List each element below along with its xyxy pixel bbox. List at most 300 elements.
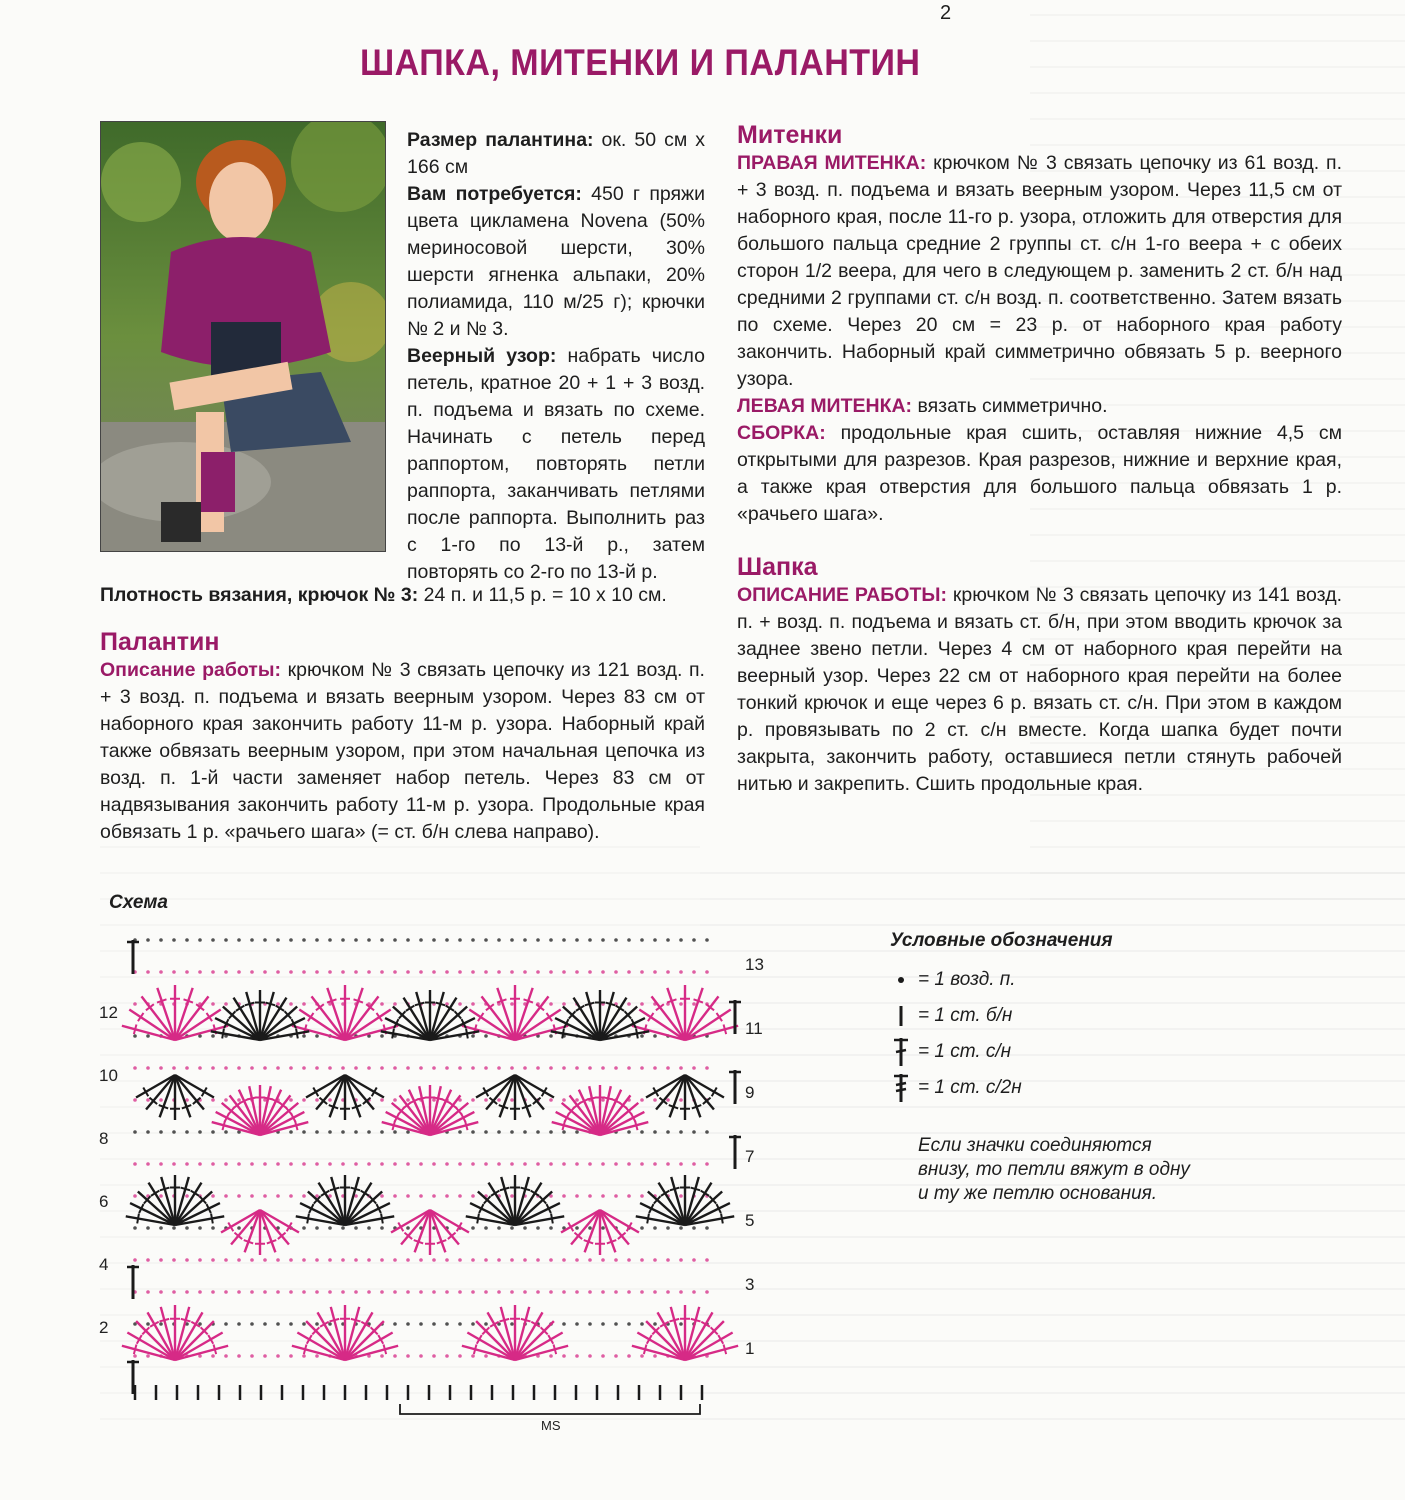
- chain-dot: [367, 938, 371, 942]
- fan-stitch-bar: [585, 1003, 595, 1006]
- chain-dot: [302, 1034, 306, 1038]
- chain-dot: [172, 938, 176, 942]
- chain-dot: [640, 1066, 644, 1070]
- fan-stitch-bar: [500, 1188, 510, 1191]
- chain-dot: [666, 1258, 670, 1262]
- chain-dot: [406, 1130, 410, 1134]
- chain-dot: [549, 1098, 553, 1102]
- chain-dot: [224, 1354, 228, 1358]
- chain-dot: [497, 1258, 501, 1262]
- chain-dot: [679, 1258, 683, 1262]
- row-number-label: 12: [99, 1003, 118, 1022]
- chain-dot: [328, 1290, 332, 1294]
- chain-dot: [380, 1226, 384, 1230]
- chain-dot: [419, 970, 423, 974]
- chain-dot: [133, 1002, 137, 1006]
- legend-text: = 1 возд. п.: [918, 969, 1016, 990]
- chain-dot: [406, 1194, 410, 1198]
- chain-dot: [185, 970, 189, 974]
- chain-dot: [159, 1226, 163, 1230]
- chain-dot: [484, 1258, 488, 1262]
- chain-dot: [627, 1258, 631, 1262]
- chain-dot: [601, 1066, 605, 1070]
- chain-dot: [237, 1194, 241, 1198]
- chain-dot: [471, 1354, 475, 1358]
- chain-dot: [211, 1066, 215, 1070]
- chain-dot: [510, 1322, 514, 1326]
- fan-stitch-bar: [644, 1344, 647, 1354]
- chain-dot: [627, 1290, 631, 1294]
- chain-dot: [484, 1290, 488, 1294]
- chain-dot: [263, 1354, 267, 1358]
- chain-dot: [653, 1130, 657, 1134]
- fan-stitch-bar: [295, 1120, 298, 1130]
- chain-dot: [263, 1162, 267, 1166]
- chain-dot: [159, 938, 163, 942]
- chain-dot: [640, 970, 644, 974]
- fan-stitch-bar: [477, 1214, 479, 1224]
- chain-dot: [484, 1162, 488, 1166]
- chain-dot: [159, 1098, 163, 1102]
- chain-dot: [302, 1162, 306, 1166]
- shawl-desc-label: Описание работы:: [100, 659, 282, 681]
- chain-dot: [380, 1130, 384, 1134]
- chain-dot: [185, 1066, 189, 1070]
- chain-dot: [341, 1130, 345, 1134]
- chain-dot: [692, 1162, 696, 1166]
- chain-dot: [393, 1354, 397, 1358]
- chain-dot: [185, 1290, 189, 1294]
- chain-dot: [224, 1162, 228, 1166]
- chain-dot: [250, 1258, 254, 1262]
- chain-dot: [289, 1194, 293, 1198]
- chain-dot: [354, 970, 358, 974]
- chain-dot: [367, 1162, 371, 1166]
- chain-dot: [562, 938, 566, 942]
- chain-dot: [198, 1226, 202, 1230]
- fan-stitch-bar: [669, 1319, 679, 1322]
- assembly-value: продольные края сшить, оставляя нижние 4,5 см открытыми для разрезов. Края разрезов, нижние и верхние края, а также края отверстия для большого пальца обвязать 1 р. «рачьего шага».: [737, 422, 1342, 525]
- fan-stitch: [515, 988, 533, 1040]
- chain-dot: [302, 1258, 306, 1262]
- chain-dot: [510, 1066, 514, 1070]
- treble-crochet-icon: [890, 1070, 912, 1106]
- chain-dot: [705, 1290, 709, 1294]
- chain-dot: [354, 1130, 358, 1134]
- fan-stitch-bar: [521, 1188, 531, 1191]
- chain-dot: [328, 938, 332, 942]
- fan-stitch-bar: [214, 1344, 217, 1354]
- chain-dot: [614, 1354, 618, 1358]
- chain-dot: [302, 938, 306, 942]
- chain-dot: [185, 1130, 189, 1134]
- chain-dot: [627, 1194, 631, 1198]
- chain-dot: [601, 1194, 605, 1198]
- need-label: Вам потребуется:: [407, 183, 582, 205]
- fan-stitch: [497, 988, 515, 1040]
- left-mitt-label: ЛЕВАЯ МИТЕНКА:: [737, 395, 913, 417]
- chain-dot: [198, 1290, 202, 1294]
- chain-dot: [575, 1194, 579, 1198]
- chain-dot: [380, 1002, 384, 1006]
- chain-dot: [302, 1130, 306, 1134]
- chain-dot: [393, 1290, 397, 1294]
- fan-stitch-bar: [691, 1319, 701, 1322]
- left-mitt-paragraph: [737, 393, 1342, 420]
- chain-dot: [224, 1194, 228, 1198]
- fan-stitch-bar: [724, 1024, 727, 1034]
- double-crochet-icon: [890, 1034, 912, 1070]
- chain-dot: [601, 1354, 605, 1358]
- chain-dot: [523, 970, 527, 974]
- chain-dot: [614, 1258, 618, 1262]
- chain-dot: [549, 970, 553, 974]
- fan-stitch-bar: [724, 1344, 727, 1354]
- chain-dot: [172, 1290, 176, 1294]
- legend: [890, 930, 1190, 1206]
- chain-dot: [276, 970, 280, 974]
- chain-dot: [224, 1002, 228, 1006]
- chain-dot: [172, 1066, 176, 1070]
- fan-stitch-bar: [521, 1319, 531, 1322]
- chain-dot: [289, 1002, 293, 1006]
- chain-dot: [146, 1354, 150, 1358]
- chain-dot: [159, 1194, 163, 1198]
- chain-dot: [224, 1258, 228, 1262]
- chain-dot: [146, 1290, 150, 1294]
- chain-dot: [536, 1258, 540, 1262]
- chain-dot: [419, 1322, 423, 1326]
- chain-dot: [562, 1354, 566, 1358]
- chain-dot: [484, 938, 488, 942]
- fan-stitch-bar: [721, 1214, 723, 1224]
- chain-dot: [497, 1226, 501, 1230]
- chain-dot: [523, 1162, 527, 1166]
- chain-dot: [458, 1002, 462, 1006]
- chain-dot: [211, 1290, 215, 1294]
- chain-dot: [185, 1226, 189, 1230]
- chain-dot: [198, 1258, 202, 1262]
- chain-dot: [289, 970, 293, 974]
- chain-dot: [380, 1194, 384, 1198]
- chain-dot: [146, 1162, 150, 1166]
- row-number-label: 5: [745, 1211, 755, 1230]
- fan-stitch: [157, 988, 175, 1040]
- chain-dot: [341, 970, 345, 974]
- chain-dot: [224, 1130, 228, 1134]
- chain-dot: [133, 1258, 137, 1262]
- chain-dot: [289, 1322, 293, 1326]
- chain-dot: [393, 1194, 397, 1198]
- fan-stitch-bar: [647, 1214, 649, 1224]
- fan-stitch: [685, 988, 703, 1040]
- chain-dot: [471, 1290, 475, 1294]
- legend-item-treble-crochet: [890, 1070, 1190, 1106]
- chain-dot: [536, 1290, 540, 1294]
- chain-dot: [601, 1098, 605, 1102]
- chain-dot: [159, 1066, 163, 1070]
- chain-dot: [497, 1130, 501, 1134]
- shawl-desc-value: крючком № 3 связать цепочку из 121 возд. п. + 3 возд. п. подъема и вязать веерным узором. Через 83 см от наборного края закончить работу 11-м р. узора. Наборный край также обвязать веерным узором, при этом начальная цепочка из возд. п. 1-й части заменяет набор петель. Через 83 см от надвязывания закончить работу 11-м р. узора. Продольные края обвязать 1 р. «рачьего шага» (= ст. б/н слева направо).: [100, 659, 705, 843]
- fan-stitch: [515, 1075, 544, 1109]
- chain-dot: [445, 938, 449, 942]
- chain-dot: [315, 1098, 319, 1102]
- chain-dot: [263, 1258, 267, 1262]
- chain-dot: [172, 970, 176, 974]
- chain-dot: [679, 1002, 683, 1006]
- chain-dot: [380, 1034, 384, 1038]
- chain-dot: [458, 1322, 462, 1326]
- chain-dot: [536, 938, 540, 942]
- chain-dot: [146, 1066, 150, 1070]
- chain-dot: [471, 1130, 475, 1134]
- chain-dot: [393, 970, 397, 974]
- row-number-label: 1: [745, 1339, 755, 1358]
- chain-dot: [406, 1226, 410, 1230]
- chain-dot: [575, 1098, 579, 1102]
- chain-dot: [380, 1066, 384, 1070]
- chain-dot: [484, 970, 488, 974]
- chain-dot: [146, 1130, 150, 1134]
- chain-dot: [627, 1322, 631, 1326]
- chain-dot: [536, 970, 540, 974]
- chain-dot: [510, 1162, 514, 1166]
- chain-dot: [341, 1290, 345, 1294]
- chain-dot: [211, 1098, 215, 1102]
- chain-dot: [198, 1130, 202, 1134]
- fan-stitch-bar: [296, 1029, 298, 1039]
- chain-dot: [549, 1290, 553, 1294]
- section-title-hat: Шапка: [737, 553, 818, 581]
- chain-dot: [237, 970, 241, 974]
- chain-dot: [588, 1258, 592, 1262]
- chain-dot: [627, 1162, 631, 1166]
- chain-dot: [705, 970, 709, 974]
- chain-dot: [705, 938, 709, 942]
- chain-dot: [666, 970, 670, 974]
- chain-dot: [302, 1002, 306, 1006]
- chain-dot: [471, 1258, 475, 1262]
- chain-dot: [562, 970, 566, 974]
- chain-dot: [159, 1162, 163, 1166]
- chain-dot: [627, 1354, 631, 1358]
- fan-stitch: [685, 1075, 714, 1109]
- chain-dot: [367, 1226, 371, 1230]
- chain-dot: [393, 938, 397, 942]
- chain-dot: [224, 1322, 228, 1326]
- chain-dot: [601, 1226, 605, 1230]
- chain-dot: [146, 1226, 150, 1230]
- fan-stitch-bar: [307, 1214, 309, 1224]
- chain-dot: [705, 1258, 709, 1262]
- legend-text: = 1 ст. б/н: [918, 1005, 1013, 1026]
- chain-dot: [341, 1066, 345, 1070]
- chain-dot: [562, 1066, 566, 1070]
- chain-dot: [263, 1322, 267, 1326]
- chain-dot: [289, 1066, 293, 1070]
- chain-dot: [575, 1226, 579, 1230]
- chain-dot: [679, 970, 683, 974]
- chain-dot: [679, 1162, 683, 1166]
- chain-dot: [211, 1354, 215, 1358]
- chain-dot: [471, 970, 475, 974]
- chain-dot: [549, 1226, 553, 1230]
- chain-dot: [289, 1098, 293, 1102]
- chain-dot: [133, 1194, 137, 1198]
- legend-title: Условные обозначения: [890, 930, 1113, 951]
- chain-dot: [250, 1290, 254, 1294]
- chain-dot: [289, 1258, 293, 1262]
- chain-dot: [315, 938, 319, 942]
- chain-dot: [562, 1258, 566, 1262]
- fan-stitch: [486, 1075, 515, 1109]
- chain-dot: [224, 1066, 228, 1070]
- chain-dot: [315, 1322, 319, 1326]
- chain-dot: [276, 1322, 280, 1326]
- chain-dot: [575, 1258, 579, 1262]
- chain-dot: [276, 1290, 280, 1294]
- chain-dot: [471, 1226, 475, 1230]
- chain-dot: [445, 1354, 449, 1358]
- chain-dot: [445, 1194, 449, 1198]
- density-label: Плотность вязания, крючок № 3:: [100, 584, 419, 606]
- chain-dot: [133, 1098, 137, 1102]
- chain-dot: [432, 1354, 436, 1358]
- fan-stitch-bar: [551, 1214, 553, 1224]
- chain-dot: [224, 1290, 228, 1294]
- chain-dot: [250, 1354, 254, 1358]
- chain-dot: [328, 970, 332, 974]
- chain-dot: [302, 1194, 306, 1198]
- chain-dot: [510, 1002, 514, 1006]
- chain-dot: [432, 1322, 436, 1326]
- chain-dot: [640, 938, 644, 942]
- row-number-label: 13: [745, 955, 764, 974]
- chain-dot: [380, 1290, 384, 1294]
- chain-dot: [679, 1290, 683, 1294]
- chain-dot: [380, 1098, 384, 1102]
- chain-dot: [666, 1290, 670, 1294]
- chain-dot: [497, 1290, 501, 1294]
- chain-dot: [523, 938, 527, 942]
- chain-dot: [562, 1098, 566, 1102]
- chain-dot: [471, 1194, 475, 1198]
- chain-dot: [237, 1354, 241, 1358]
- chain-dot: [588, 970, 592, 974]
- chain-dot: [250, 1194, 254, 1198]
- chain-dot: [146, 1258, 150, 1262]
- chain-dot: [536, 1226, 540, 1230]
- chain-dot: [406, 1258, 410, 1262]
- chain-dot: [302, 1066, 306, 1070]
- chain-dot: [653, 938, 657, 942]
- fan-stitch: [316, 1075, 345, 1109]
- chain-dot: [406, 1066, 410, 1070]
- chain-dot: [302, 1322, 306, 1326]
- chain-dot: [588, 1162, 592, 1166]
- chain-dot: [237, 1322, 241, 1326]
- chain-dot: [419, 1162, 423, 1166]
- chain-dot: [237, 1290, 241, 1294]
- legend-text: = 1 ст. с/н: [918, 1041, 1012, 1062]
- chain-dot: [510, 970, 514, 974]
- chain-dot: [640, 1354, 644, 1358]
- fan-stitch: [146, 1075, 175, 1109]
- chain-dot: [627, 1130, 631, 1134]
- chain-dot: [549, 1002, 553, 1006]
- chain-dot: [510, 1226, 514, 1230]
- fan-stitch-bar: [329, 1319, 339, 1322]
- chain-dot: [380, 970, 384, 974]
- chain-dot: [575, 938, 579, 942]
- chain-dot: [471, 938, 475, 942]
- chain-dot: [445, 1066, 449, 1070]
- chain-dot: [250, 1162, 254, 1166]
- chain-dot: [419, 1258, 423, 1262]
- chain-dot: [640, 1098, 644, 1102]
- page-number: 2: [940, 2, 952, 24]
- chain-dot: [692, 1130, 696, 1134]
- chain-dot: [471, 1098, 475, 1102]
- chain-dot: [484, 1066, 488, 1070]
- chain-dot: [159, 970, 163, 974]
- chain-dot: [549, 1354, 553, 1358]
- size-paragraph: [407, 127, 705, 181]
- chain-dot: [484, 1354, 488, 1358]
- right-mitt-value: крючком № 3 связать цепочку из 61 возд. п. + 3 возд. п. подъема и вязать веерным узором. Через 11,5 см от наборного края, после 11-го р. узора, отложить для отверстия для большого пальца средние 2 группы ст. с/н 1-го веера + с обеих сторон 1/2 веера, для чего в следующем р. заменить 2 ст. б/н над средними 2 группами ст. с/н возд. п. соответственно. Затем вязать по схеме. Через 20 см = 23 р. от наборного края работу закончить. Наборный край симметрично обвязать 5 р. веерного узора.: [737, 152, 1342, 390]
- chain-dot: [692, 1258, 696, 1262]
- chain-dot: [276, 1066, 280, 1070]
- chain-dot: [471, 1034, 475, 1038]
- chain-dot: [458, 1130, 462, 1134]
- chain-dot: [471, 1162, 475, 1166]
- chain-dot: [705, 1226, 709, 1230]
- chain-dot: [237, 1258, 241, 1262]
- chain-dot: [666, 1066, 670, 1070]
- chain-dot: [211, 970, 215, 974]
- chain-dot: [146, 970, 150, 974]
- chain-dot: [380, 1354, 384, 1358]
- chain-dot: [237, 1066, 241, 1070]
- chain-dot: [445, 1322, 449, 1326]
- chain-dot: [510, 1194, 514, 1198]
- chain-dot: [692, 1002, 696, 1006]
- chain-dot: [211, 1034, 215, 1038]
- chain-dot: [679, 1066, 683, 1070]
- chain-dot: [601, 1290, 605, 1294]
- chain-dot: [627, 970, 631, 974]
- chain-dot: [601, 1162, 605, 1166]
- assembly-label: СБОРКА:: [737, 422, 826, 444]
- chain-dot: [432, 938, 436, 942]
- row-number-label: 2: [99, 1318, 109, 1337]
- chain-dot: [640, 1002, 644, 1006]
- chain-dot: [354, 938, 358, 942]
- chain-dot: [588, 1354, 592, 1358]
- fan-stitch-bar: [304, 1344, 307, 1354]
- chain-dot: [393, 1258, 397, 1262]
- chain-dot: [224, 1098, 228, 1102]
- row-number-label: 9: [745, 1083, 755, 1102]
- chain-dot: [679, 1130, 683, 1134]
- chain-dot: [172, 1162, 176, 1166]
- chain-dot: [172, 1258, 176, 1262]
- row-number-label: 10: [99, 1066, 118, 1085]
- hat-paragraph: [737, 582, 1342, 798]
- chain-dot: [172, 1226, 176, 1230]
- chain-dot: [471, 1322, 475, 1326]
- chain-dot: [536, 1162, 540, 1166]
